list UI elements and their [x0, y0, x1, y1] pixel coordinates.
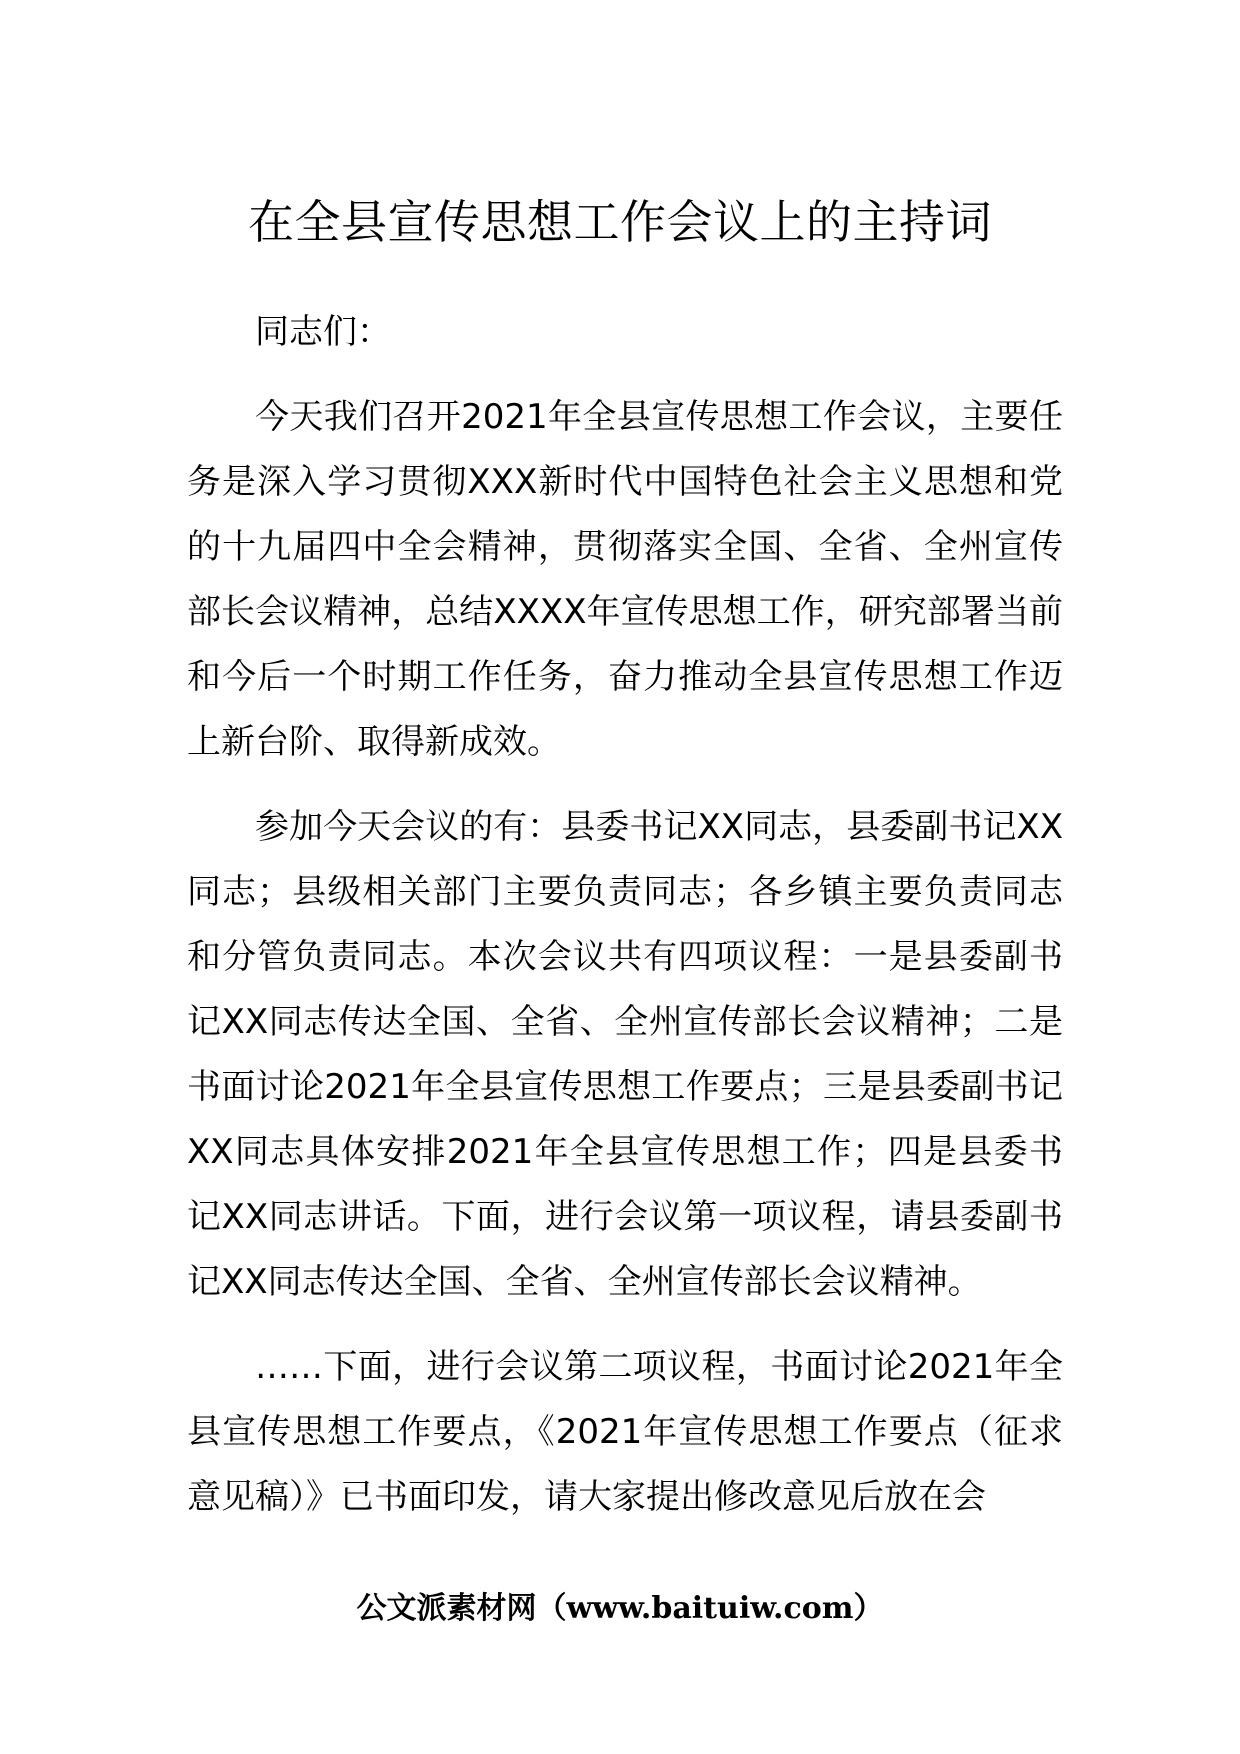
- attendees-agenda-paragraph: 参加今天会议的有：县委书记XX同志，县委副书记XX同志；县级相关部门主要负责同志；各乡镇主要负责同志和分管负责同志。本次会议共有四项议程：一是县委副书记XX同志传达全国、全省、全州宣传部长会议精神；二是书面讨论2021年全县宣传思想工作要点；三是县委副书记XX同志具体安排2021年全县宣传思想工作；四是县委书记XX同志讲话。下面，进行会议第一项议程，请县委副书记XX同志传达全国、全省、全州宣传部长会议精神。: [187, 807, 1063, 1302]
- document-title: 在全县宣传思想工作会议上的主持词: [248, 195, 992, 249]
- salutation-paragraph: 同志们：: [255, 312, 391, 352]
- source-footer: 公文派素材网（www.baituiw.com）: [356, 1591, 884, 1626]
- document-body: [187, 300, 1063, 1550]
- intro-paragraph: 今天我们召开2021年全县宣传思想工作会议，主要任务是深入学习贯彻XXX新时代中国特色社会主义思想和党的十九届四中全会精神，贯彻落实全国、全省、全州宣传部长会议精神，总结XXXX年宣传思想工作，研究部署当前和今后一个时期工作任务，奋力推动全县宣传思想工作迈上新台阶、取得新成效。: [187, 397, 1063, 762]
- second-agenda-paragraph: ……下面，进行会议第二项议程，书面讨论2021年全县宣传思想工作要点，《2021年宣传思想工作要点（征求意见稿）》已书面印发，请大家提出修改意见后放在会: [187, 1347, 1063, 1517]
